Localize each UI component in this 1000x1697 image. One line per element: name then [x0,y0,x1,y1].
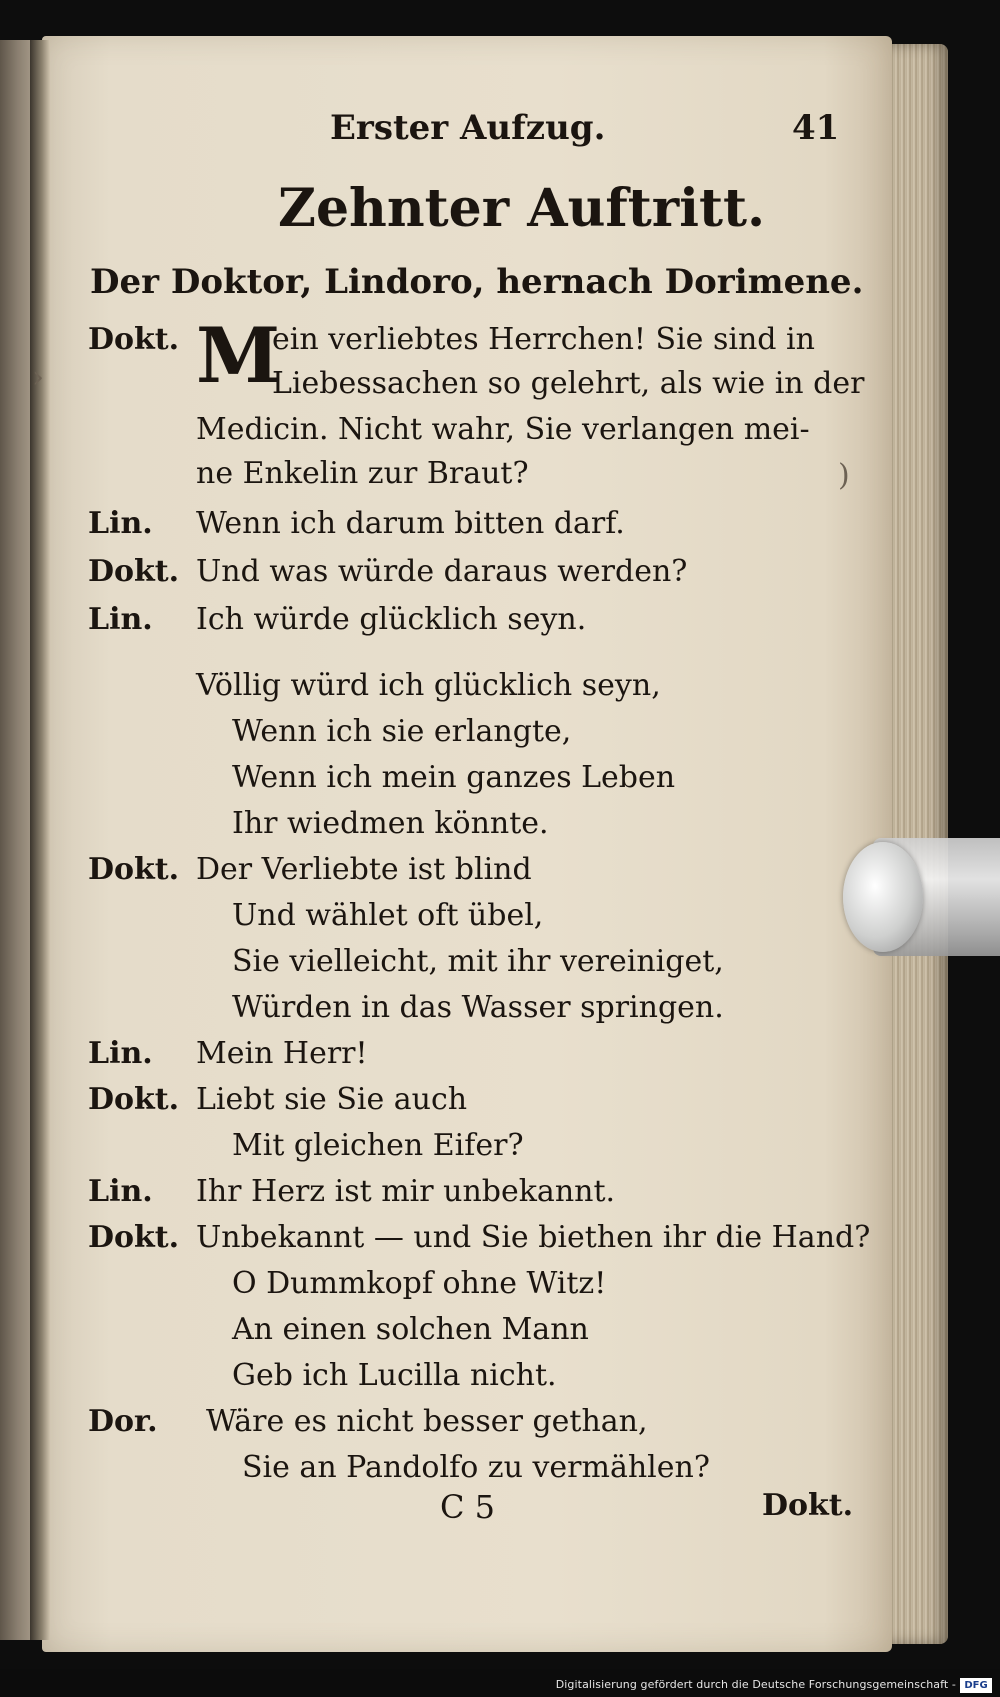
margin-bracket: ) [838,458,850,493]
verse-line: Der Verliebte ist blind [196,852,532,887]
verse-line: Würden in das Wasser springen. [232,990,724,1025]
speaker-label: Dokt. [88,1082,180,1117]
dialogue-line: Liebessachen so gelehrt, als wie in der [272,366,865,401]
dialogue-line: Ich würde glücklich seyn. [196,602,587,637]
speaker-label: Dor. [88,1404,158,1439]
aria-line: Wenn ich sie erlangte, [232,714,572,749]
speaker-label: Lin. [88,506,153,541]
facing-page-mark: › [32,360,44,395]
drop-cap: M [196,311,281,400]
speaker-label: Lin. [88,602,153,637]
digitization-credit: Digitalisierung gefördert durch die Deutsche Forschungsgemeinschaft - [555,1678,956,1691]
cast-list: Der Doktor, Lindoro, hernach Dorimene. [90,262,864,302]
verse-line: An einen solchen Mann [232,1312,589,1347]
scene-title: Zehnter Auftritt. [278,178,766,239]
book-gutter [30,40,50,1640]
aria-line: Völlig würd ich glücklich seyn, [196,668,661,703]
page-clip [843,838,1000,956]
verse-line: Und wählet oft übel, [232,898,544,933]
verse-line: Mit gleichen Eifer? [232,1128,524,1163]
aria-line: Wenn ich mein ganzes Leben [232,760,676,795]
verse-line: Sie an Pandolfo zu vermählen? [242,1450,710,1485]
verse-line: Ihr Herz ist mir unbekannt. [196,1174,616,1209]
dialogue-line: Wenn ich darum bitten darf. [196,506,625,541]
verse-line: O Dummkopf ohne Witz! [232,1266,607,1301]
speaker-label: Dokt. [88,852,180,887]
running-head: Erster Aufzug. [330,108,606,148]
page-number: 41 [792,108,840,148]
speaker-label: Dokt. [88,322,180,357]
verse-line: Mein Herr! [196,1036,368,1071]
dialogue-line: Medicin. Nicht wahr, Sie verlangen mei- [196,412,810,447]
catchword: Dokt. [762,1488,854,1523]
speaker-label: Lin. [88,1036,153,1071]
dfg-logo: DFG [960,1678,992,1693]
speaker-label: Dokt. [88,554,180,589]
speaker-label: Dokt. [88,1220,180,1255]
aria-line: Ihr wiedmen könnte. [232,806,549,841]
verse-line: Wäre es nicht besser gethan, [206,1404,648,1439]
dialogue-line: ne Enkelin zur Braut? [196,456,529,491]
dialogue-line: Und was würde daraus werden? [196,554,688,589]
verse-line: Geb ich Lucilla nicht. [232,1358,557,1393]
speaker-label: Lin. [88,1174,153,1209]
clip-knob [843,842,923,952]
dialogue-line: ein verliebtes Herrchen! Sie sind in [272,322,815,357]
verse-line: Liebt sie Sie auch [196,1082,468,1117]
verse-line: Unbekannt — und Sie biethen ihr die Hand? [196,1220,871,1255]
verse-line: Sie vielleicht, mit ihr vereiniget, [232,944,724,979]
printer-signature: C 5 [440,1488,496,1526]
